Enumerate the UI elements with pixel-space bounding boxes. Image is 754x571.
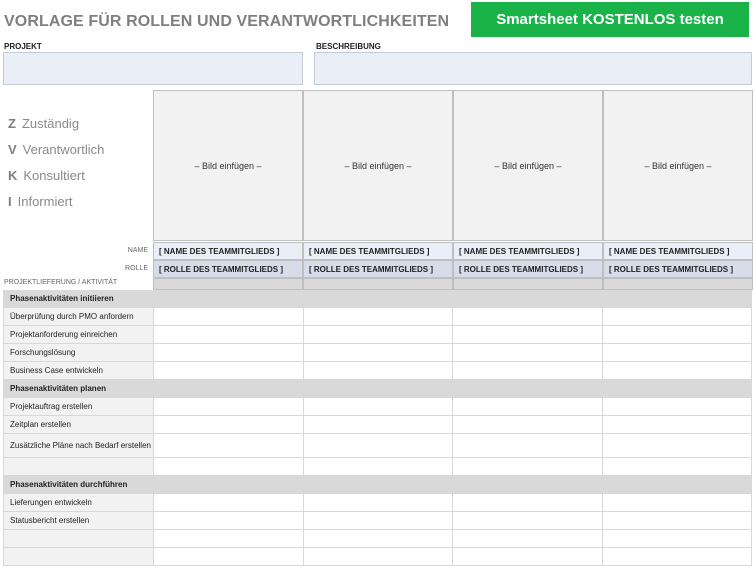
activity-row	[3, 494, 752, 512]
assignment-cell[interactable]	[602, 458, 752, 476]
try-smartsheet-button[interactable]: Smartsheet KOSTENLOS testen	[471, 2, 749, 37]
assignment-cell[interactable]	[153, 494, 303, 512]
activity-label[interactable]: Zeitplan erstellen	[3, 416, 153, 434]
assignment-cell[interactable]	[602, 380, 752, 398]
assignment-cell[interactable]	[153, 416, 303, 434]
assignment-cell[interactable]	[452, 326, 602, 344]
activity-row	[3, 308, 752, 326]
assignment-cell[interactable]	[153, 458, 303, 476]
activity-label[interactable]: Projektanforderung einreichen	[3, 326, 153, 344]
activity-label[interactable]: Überprüfung durch PMO anfordern	[3, 308, 153, 326]
raci-item	[8, 142, 104, 157]
activity-row	[3, 530, 752, 548]
assignment-cell[interactable]	[602, 476, 752, 494]
team-member-role[interactable]: [ ROLLE DES TEAMMITGLIEDS ]	[453, 260, 603, 278]
activity-label[interactable]: Projektauftrag erstellen	[3, 398, 153, 416]
role-row-label: ROLLE	[125, 265, 148, 272]
assignment-cell[interactable]	[452, 476, 602, 494]
assignment-cell[interactable]	[602, 398, 752, 416]
insert-image-placeholder[interactable]: – Bild einfügen –	[453, 90, 603, 241]
assignment-cell[interactable]	[303, 494, 453, 512]
assignment-cell[interactable]	[153, 344, 303, 362]
phase-row	[3, 290, 752, 308]
assignment-cell[interactable]	[303, 416, 453, 434]
assignment-cell[interactable]	[452, 416, 602, 434]
phase-row	[3, 380, 752, 398]
raci-label: Zuständig	[21, 116, 80, 131]
name-row-label: NAME	[127, 247, 148, 254]
activity-row	[3, 344, 752, 362]
assignment-cell[interactable]	[602, 494, 752, 512]
raci-item	[8, 194, 73, 209]
assignment-cell[interactable]	[303, 326, 453, 344]
assignment-cell[interactable]	[303, 530, 453, 548]
assignment-cell[interactable]	[602, 326, 752, 344]
assignment-cell[interactable]	[452, 380, 602, 398]
assignment-cell[interactable]	[303, 512, 453, 530]
raci-letter: Z	[8, 116, 16, 131]
assignment-cell[interactable]	[303, 398, 453, 416]
assignment-cell[interactable]	[153, 362, 303, 380]
activity-row	[3, 548, 752, 566]
raci-label: Verantwortlich	[22, 142, 105, 157]
assignment-cell[interactable]	[602, 362, 752, 380]
assignment-cell[interactable]	[303, 344, 453, 362]
assignment-cell[interactable]	[452, 434, 602, 458]
header-spacer	[453, 278, 603, 290]
raci-letter: K	[8, 168, 18, 183]
activity-row	[3, 458, 752, 476]
team-member-role[interactable]: [ ROLLE DES TEAMMITGLIEDS ]	[153, 260, 303, 278]
page-title: VORLAGE FÜR ROLLEN UND VERANTWORTLICHKEITEN	[4, 13, 450, 30]
team-member-name[interactable]: [ NAME DES TEAMMITGLIEDS ]	[153, 242, 303, 260]
insert-image-placeholder[interactable]: – Bild einfügen –	[303, 90, 453, 241]
raci-label: Informiert	[17, 194, 73, 209]
assignment-cell[interactable]	[153, 512, 303, 530]
description-field[interactable]	[314, 52, 752, 85]
activity-label[interactable]: Lieferungen entwickeln	[3, 494, 153, 512]
activity-label[interactable]	[3, 458, 153, 476]
assignment-cell[interactable]	[153, 326, 303, 344]
assignment-cell[interactable]	[602, 434, 752, 458]
raci-letter: I	[8, 194, 12, 209]
assignment-cell[interactable]	[153, 380, 303, 398]
insert-image-placeholder[interactable]: – Bild einfügen –	[603, 90, 753, 241]
team-member-name[interactable]: [ NAME DES TEAMMITGLIEDS ]	[303, 242, 453, 260]
raci-item	[8, 168, 85, 183]
assignment-cell[interactable]	[303, 380, 453, 398]
activity-row	[3, 398, 752, 416]
assignment-cell[interactable]	[452, 398, 602, 416]
assignment-cell[interactable]	[452, 290, 602, 308]
insert-image-placeholder[interactable]: – Bild einfügen –	[153, 90, 303, 241]
assignment-cell[interactable]	[153, 398, 303, 416]
team-member-role[interactable]: [ ROLLE DES TEAMMITGLIEDS ]	[303, 260, 453, 278]
activity-row	[3, 416, 752, 434]
assignment-cell[interactable]	[452, 512, 602, 530]
assignment-cell[interactable]	[303, 434, 453, 458]
assignment-cell[interactable]	[452, 494, 602, 512]
header-spacer	[153, 278, 303, 290]
assignment-cell[interactable]	[303, 458, 453, 476]
activity-label[interactable]: Phasenaktivitäten planen	[3, 380, 153, 398]
assignment-cell[interactable]	[452, 362, 602, 380]
header-spacer	[303, 278, 453, 290]
activity-label[interactable]: Statusbericht erstellen	[3, 512, 153, 530]
activity-grid	[3, 290, 752, 566]
description-label: BESCHREIBUNG	[316, 42, 381, 51]
assignment-cell[interactable]	[303, 308, 453, 326]
assignment-cell[interactable]	[602, 416, 752, 434]
team-member-name[interactable]: [ NAME DES TEAMMITGLIEDS ]	[453, 242, 603, 260]
assignment-cell[interactable]	[153, 290, 303, 308]
activity-label[interactable]: Business Case entwickeln	[3, 362, 153, 380]
activity-label[interactable]: Zusätzliche Pläne nach Bedarf erstellen	[3, 434, 153, 458]
team-member-role[interactable]: [ ROLLE DES TEAMMITGLIEDS ]	[603, 260, 753, 278]
assignment-cell[interactable]	[153, 476, 303, 494]
activity-row	[3, 434, 752, 458]
assignment-cell[interactable]	[602, 548, 752, 566]
assignment-cell[interactable]	[602, 308, 752, 326]
assignment-cell[interactable]	[303, 290, 453, 308]
activity-row	[3, 362, 752, 380]
activity-row	[3, 326, 752, 344]
raci-letter: V	[8, 142, 17, 157]
assignment-cell[interactable]	[153, 434, 303, 458]
activity-label[interactable]: Phasenaktivitäten initiieren	[3, 290, 153, 308]
assignment-cell[interactable]	[602, 512, 752, 530]
team-member-name[interactable]: [ NAME DES TEAMMITGLIEDS ]	[603, 242, 753, 260]
raci-label: Konsultiert	[23, 168, 85, 183]
assignment-cell[interactable]	[153, 548, 303, 566]
assignment-cell[interactable]	[452, 548, 602, 566]
activity-label[interactable]	[3, 530, 153, 548]
phase-row	[3, 476, 752, 494]
activity-label[interactable]: Phasenaktivitäten durchführen	[3, 476, 153, 494]
assignment-cell[interactable]	[153, 308, 303, 326]
assignment-cell[interactable]	[602, 530, 752, 548]
activity-column-label: PROJEKTLIEFERUNG / AKTIVITÄT	[4, 279, 118, 286]
assignment-cell[interactable]	[303, 548, 453, 566]
activity-row	[3, 512, 752, 530]
assignment-cell[interactable]	[602, 290, 752, 308]
header-spacer	[603, 278, 753, 290]
raci-item	[8, 116, 79, 131]
assignment-cell[interactable]	[303, 476, 453, 494]
assignment-cell[interactable]	[452, 344, 602, 362]
assignment-cell[interactable]	[602, 344, 752, 362]
project-field[interactable]	[3, 52, 303, 85]
project-label: PROJEKT	[4, 42, 42, 51]
assignment-cell[interactable]	[452, 308, 602, 326]
activity-label[interactable]: Forschungslösung	[3, 344, 153, 362]
assignment-cell[interactable]	[452, 458, 602, 476]
assignment-cell[interactable]	[303, 362, 453, 380]
activity-label[interactable]	[3, 548, 153, 566]
assignment-cell[interactable]	[452, 530, 602, 548]
assignment-cell[interactable]	[153, 530, 303, 548]
